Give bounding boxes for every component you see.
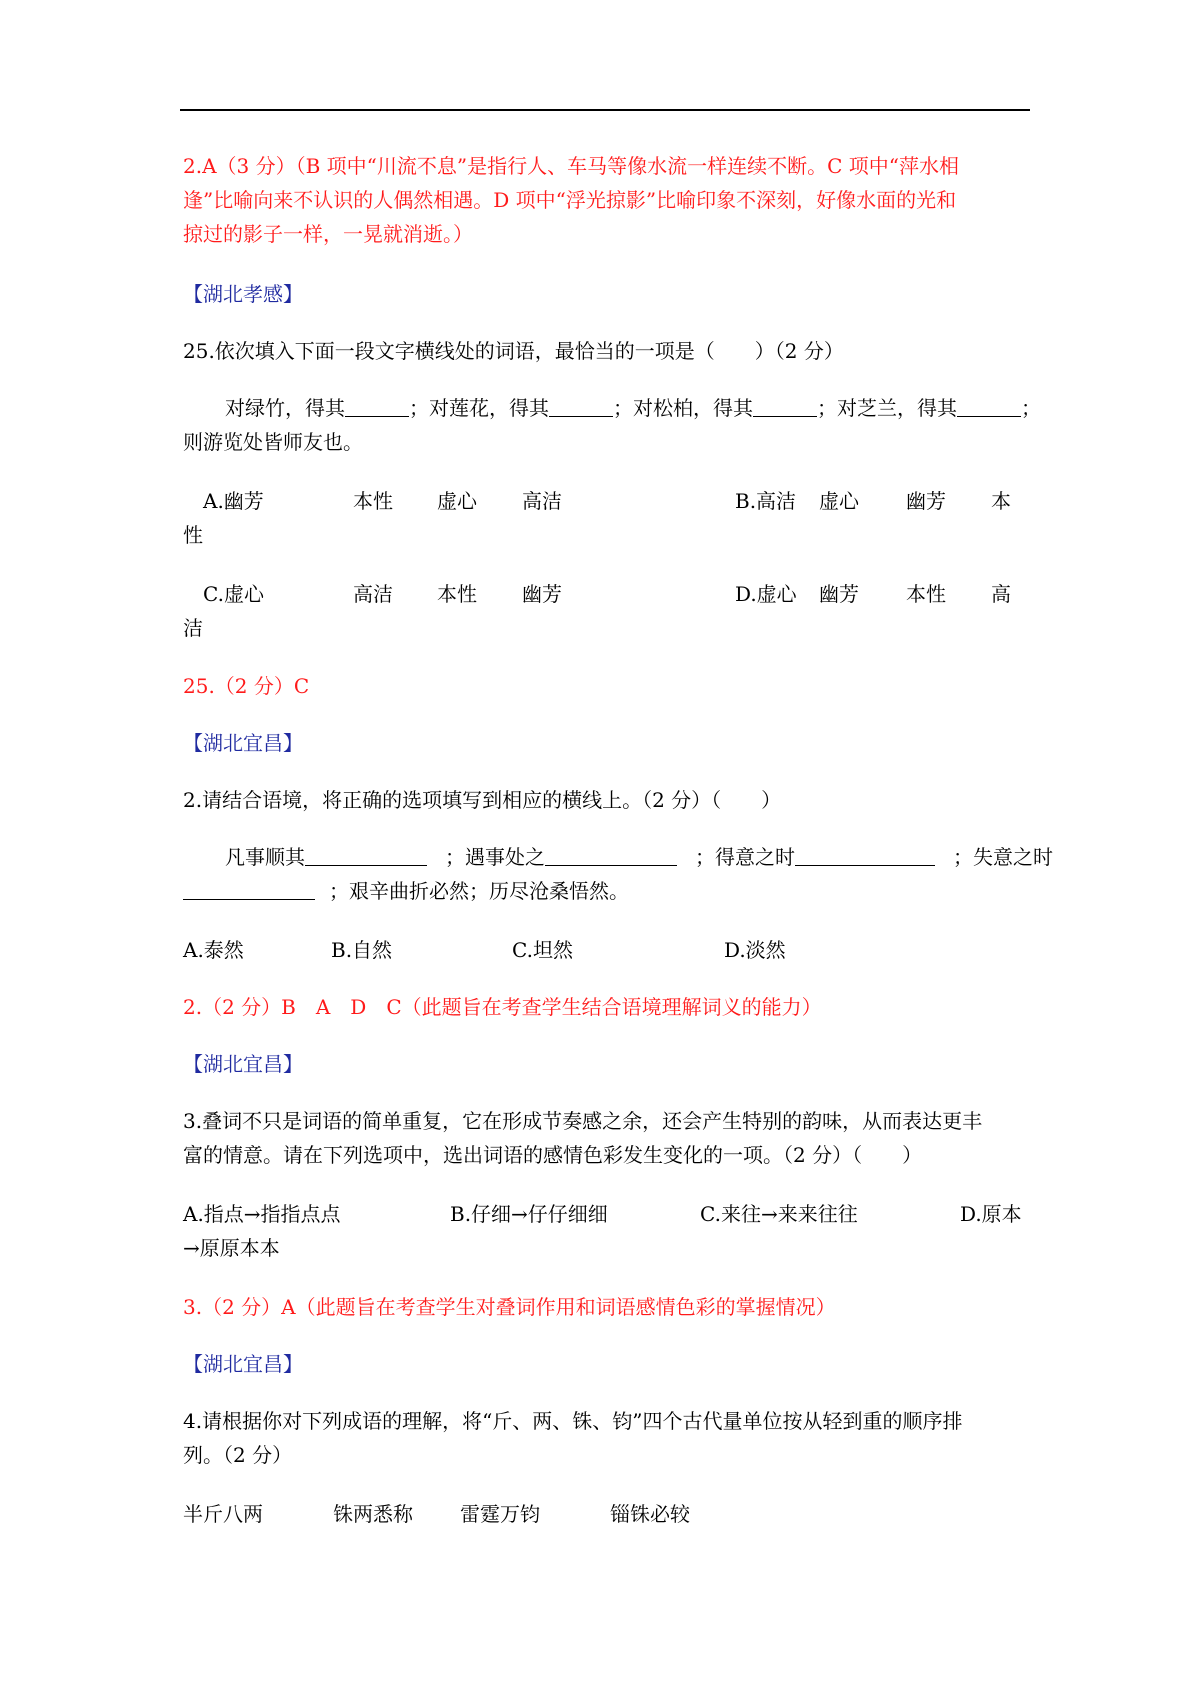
q3-answer: 3.（2 分）A（此题旨在考查学生对叠词作用和词语感情色彩的掌握情况） — [183, 1295, 836, 1319]
region-tag-yichang-3: 【湖北宜昌】 — [183, 1352, 303, 1376]
q25-passage-part-5: ； — [1021, 396, 1041, 420]
q25-option-d-wrap: 洁 — [183, 616, 203, 640]
q25-passage-part-4: ；对芝兰，得其 — [817, 396, 957, 420]
q2b-option-d: D.淡然 — [724, 938, 786, 962]
q2b-option-c: C.坦然 — [512, 938, 573, 962]
q2b-passage-part-5: ；艰辛曲折必然；历尽沧桑悟然。 — [329, 879, 629, 903]
q2b-passage-line-1 — [225, 845, 1053, 869]
q4-question-line-1: 4.请根据你对下列成语的理解，将“斤、两、铢、钧”四个古代量单位按从轻到重的顺序排 — [183, 1409, 963, 1433]
q25-option-b: B.高洁 — [735, 489, 797, 513]
q25-option-d-2: 幽芳 — [819, 582, 859, 606]
q25-option-b-3: 幽芳 — [906, 489, 946, 513]
blank-6 — [545, 845, 677, 866]
q25-option-d-3: 本性 — [906, 582, 946, 606]
header-rule — [180, 109, 1030, 111]
q25-option-b-2: 虚心 — [819, 489, 859, 513]
blank-4 — [957, 396, 1021, 417]
q25-option-c-3: 本性 — [437, 582, 477, 606]
q4-idiom-4: 锱铢必较 — [610, 1502, 690, 1526]
q25-passage-part-1: 对绿竹，得其 — [225, 396, 345, 420]
q2b-passage-part-4: ；失意之时 — [953, 845, 1053, 869]
q25-option-c-2: 高洁 — [353, 582, 393, 606]
q25-question: 25.依次填入下面一段文字横线处的词语，最恰当的一项是（ ）（2 分） — [183, 339, 844, 363]
q4-question-line-2: 列。（2 分） — [183, 1443, 293, 1467]
q25-option-a-3: 虚心 — [437, 489, 477, 513]
q2b-option-b: B.自然 — [331, 938, 393, 962]
q25-passage-line-2: 则游览处皆师友也。 — [183, 430, 363, 454]
q2b-passage-line-2 — [183, 879, 629, 903]
q3-question-line-2: 富的情意。请在下列选项中，选出词语的感情色彩发生变化的一项。（2 分）（ ） — [183, 1143, 923, 1167]
q2-answer-line-1: 2.A（3 分）（B 项中“川流不息”是指行人、车马等像水流一样连续不断。C 项中“萍水相 — [183, 154, 959, 178]
q25-answer: 25.（2 分）C — [183, 674, 310, 698]
q2b-passage-part-3: ；得意之时 — [695, 845, 795, 869]
q3-option-c: C.来往→来来往往 — [700, 1202, 858, 1226]
q25-option-d-4: 高 — [991, 582, 1011, 606]
q25-passage-part-2: ；对莲花，得其 — [409, 396, 549, 420]
blank-8 — [183, 879, 315, 900]
q25-option-c: C.虚心 — [203, 582, 264, 606]
blank-5 — [305, 845, 427, 866]
q25-passage-line-1 — [225, 396, 1041, 420]
q2-answer-line-2: 逢”比喻向来不认识的人偶然相遇。D 项中“浮光掠影”比喻印象不深刻，好像水面的光和 — [183, 188, 957, 212]
q3-option-d-wrap: →原原本本 — [183, 1236, 280, 1260]
q25-passage-part-3: ；对松柏，得其 — [613, 396, 753, 420]
q4-idiom-3: 雷霆万钧 — [460, 1502, 540, 1526]
q25-option-a-4: 高洁 — [522, 489, 562, 513]
q25-option-a-2: 本性 — [353, 489, 393, 513]
q3-option-d: D.原本 — [960, 1202, 1022, 1226]
q3-option-b: B.仔细→仔仔细细 — [450, 1202, 608, 1226]
region-tag-yichang-1: 【湖北宜昌】 — [183, 731, 303, 755]
q3-option-a: A.指点→指指点点 — [183, 1202, 341, 1226]
q4-idiom-1: 半斤八两 — [183, 1502, 263, 1526]
q4-idiom-2: 铢两悉称 — [333, 1502, 413, 1526]
q25-option-a: A.幽芳 — [203, 489, 264, 513]
region-tag-xiaogan: 【湖北孝感】 — [183, 282, 303, 306]
q2b-passage-part-1: 凡事顺其 — [225, 845, 305, 869]
q25-option-d: D.虚心 — [735, 582, 797, 606]
q2b-answer: 2.（2 分）B A D C（此题旨在考查学生结合语境理解词义的能力） — [183, 995, 822, 1019]
q2b-option-a: A.泰然 — [183, 938, 244, 962]
q25-option-b-4: 本 — [991, 489, 1011, 513]
q25-option-c-4: 幽芳 — [522, 582, 562, 606]
blank-1 — [345, 396, 409, 417]
q2b-question: 2.请结合语境，将正确的选项填写到相应的横线上。（2 分）（ ） — [183, 788, 782, 812]
region-tag-yichang-2: 【湖北宜昌】 — [183, 1052, 303, 1076]
q2-answer-line-3: 掠过的影子一样，一晃就消逝。） — [183, 222, 473, 246]
blank-2 — [549, 396, 613, 417]
q25-option-b-wrap: 性 — [183, 523, 203, 547]
q2b-passage-part-2: ；遇事处之 — [445, 845, 545, 869]
blank-7 — [795, 845, 935, 866]
q3-question-line-1: 3.叠词不只是词语的简单重复，它在形成节奏感之余，还会产生特别的韵味，从而表达更丰 — [183, 1109, 983, 1133]
blank-3 — [753, 396, 817, 417]
